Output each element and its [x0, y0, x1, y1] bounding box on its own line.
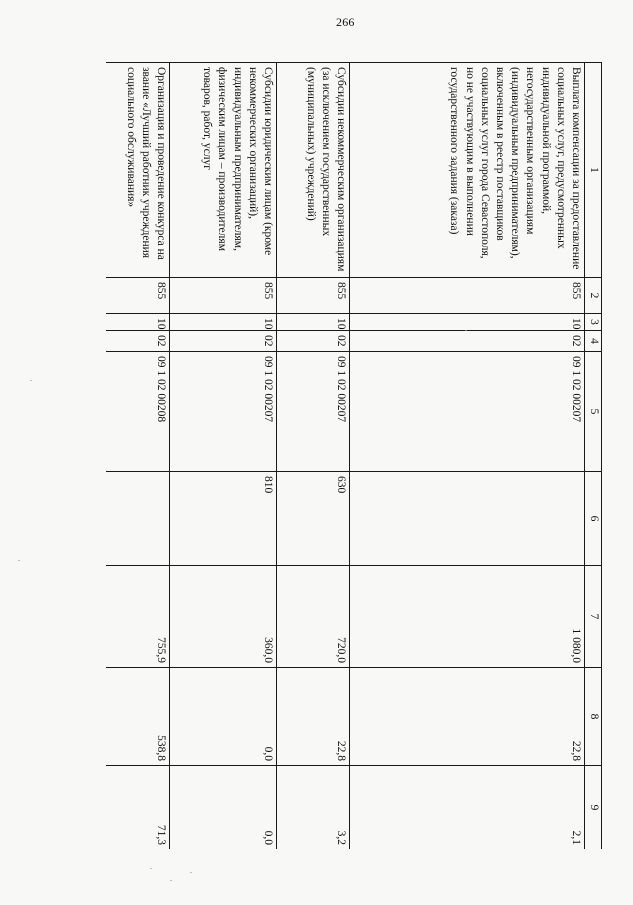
- section-cell: 10: [106, 314, 170, 331]
- column-header: 3: [585, 314, 602, 331]
- expense-type-cell: 630: [277, 472, 350, 566]
- amount-cell: 1 080,0: [350, 566, 585, 668]
- subsection-cell: 02: [106, 331, 170, 352]
- table-row: [350, 63, 585, 850]
- table-row: [106, 63, 170, 850]
- scan-speck: [190, 872, 192, 873]
- percent-cell: 3,2: [277, 766, 350, 850]
- percent-cell: 0,0: [170, 766, 277, 850]
- rotated-table-container: [106, 62, 602, 849]
- scan-speck: [30, 380, 32, 381]
- target-article-cell: 09 1 02 00207: [350, 352, 585, 472]
- row-name-cell: Субсидии юридическим лицам (кроме некоммерческих организаций), индивидуальным предпринимателям, физическим лицам – производителям товаров, работ, услуг: [170, 63, 277, 278]
- target-article-cell: 09 1 02 00207: [277, 352, 350, 472]
- expense-type-cell: [106, 472, 170, 566]
- table-header: [585, 63, 602, 850]
- budget-table: [106, 62, 602, 849]
- amount-cell: 0,0: [170, 668, 277, 766]
- admin-code-cell: 855: [170, 278, 277, 314]
- subsection-cell: 02: [277, 331, 350, 352]
- column-header: 6: [585, 472, 602, 566]
- table-body: [106, 63, 585, 850]
- scan-speck: [150, 868, 152, 869]
- expense-type-cell: 810: [170, 472, 277, 566]
- column-header: 1: [585, 63, 602, 278]
- amount-cell: 538,8: [106, 668, 170, 766]
- amount-cell: 22,8: [277, 668, 350, 766]
- admin-code-cell: 855: [277, 278, 350, 314]
- rotated-table-frame: [106, 62, 602, 849]
- page-number: 266: [336, 15, 355, 29]
- column-header: 5: [585, 352, 602, 472]
- percent-cell: 2,1: [350, 766, 585, 850]
- section-cell: 10: [350, 314, 585, 331]
- subsection-cell: 02: [350, 331, 585, 352]
- expense-type-cell: [350, 472, 585, 566]
- amount-cell: 360,0: [170, 566, 277, 668]
- scan-speck: [18, 560, 20, 561]
- row-name-cell: Субсидии некоммерческим организациям (за исключением государственных (муниципальных) учреждений): [277, 63, 350, 278]
- amount-cell: 22,8: [350, 668, 585, 766]
- amount-cell: 720,0: [277, 566, 350, 668]
- section-cell: 10: [170, 314, 277, 331]
- row-name-cell: Выплата компенсации за предоставление социальных услуг, предусмотренных индивидуальной программой, негосударственным организациям (индивидуальным предпринимателям), включенным в реестр поставщиков социальных услуг города Севастополя, но не участвующим в выполнении государственного задания (заказа): [350, 63, 585, 278]
- column-header: 8: [585, 668, 602, 766]
- column-header: 4: [585, 331, 602, 352]
- row-name-cell: Организация и проведение конкурса на звание «Лучший работник учреждения социального обслуживания»: [106, 63, 170, 278]
- column-header: 7: [585, 566, 602, 668]
- admin-code-cell: 855: [350, 278, 585, 314]
- scan-speck: [170, 880, 172, 881]
- column-header: 2: [585, 278, 602, 314]
- section-cell: 10: [277, 314, 350, 331]
- target-article-cell: 09 1 02 00207: [170, 352, 277, 472]
- column-header: 9: [585, 766, 602, 850]
- amount-cell: 755,9: [106, 566, 170, 668]
- percent-cell: 71,3: [106, 766, 170, 850]
- target-article-cell: 09 1 02 00208: [106, 352, 170, 472]
- table-row: [277, 63, 350, 850]
- admin-code-cell: 855: [106, 278, 170, 314]
- table-row: [170, 63, 277, 850]
- subsection-cell: 02: [170, 331, 277, 352]
- header-row: [585, 63, 602, 850]
- scan-speck: [465, 330, 467, 331]
